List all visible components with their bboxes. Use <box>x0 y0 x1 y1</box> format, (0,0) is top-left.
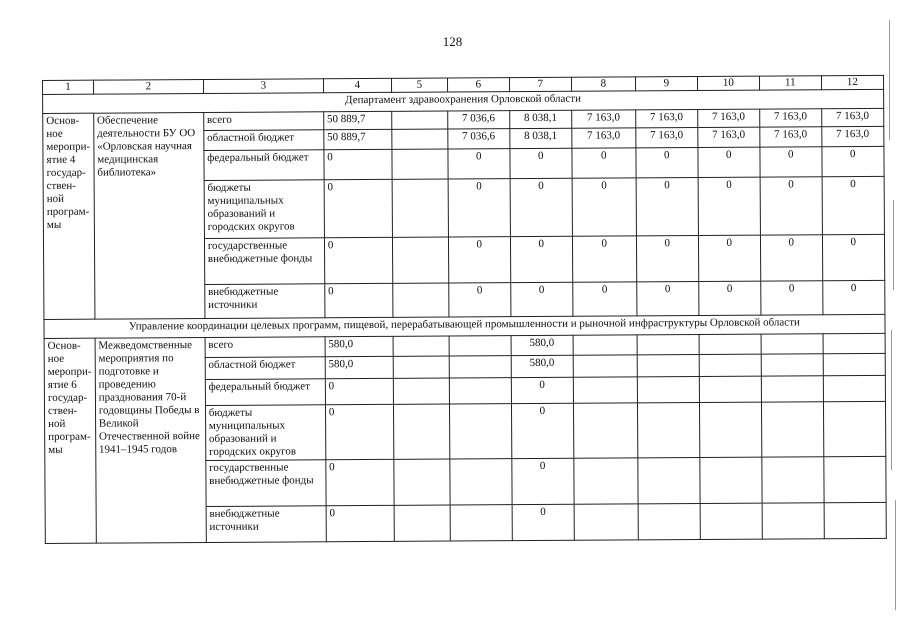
column-number: 9 <box>635 76 697 90</box>
value-cell: 0 <box>822 176 884 234</box>
department-title: Департамент здравоохранения Орловской области <box>43 89 884 113</box>
value-cell <box>700 457 762 503</box>
value-cell <box>392 237 448 283</box>
value-cell: 8 038,1 <box>509 110 571 128</box>
value-cell: 50 889,7 <box>323 111 391 129</box>
value-cell: 0 <box>448 149 510 179</box>
value-cell: 0 <box>760 147 822 177</box>
value-cell <box>823 401 885 456</box>
value-cell: 0 <box>449 283 511 317</box>
value-cell <box>450 505 512 541</box>
value-cell: 0 <box>511 282 573 316</box>
column-number: 12 <box>821 75 883 89</box>
value-cell: 0 <box>760 177 822 235</box>
column-number: 6 <box>447 78 509 92</box>
funding-source-cell: областной бюджет <box>205 357 325 380</box>
value-cell: 7 163,0 <box>760 127 822 147</box>
value-cell: 50 889,7 <box>324 129 392 149</box>
value-cell <box>450 459 512 505</box>
value-cell: 580,0 <box>325 336 393 356</box>
funding-source-cell: государственные внебюджетные фонды <box>204 238 324 285</box>
value-cell <box>761 376 823 402</box>
value-cell <box>574 458 638 504</box>
value-cell <box>761 334 823 354</box>
column-number: 3 <box>203 79 323 94</box>
value-cell: 0 <box>636 177 698 235</box>
value-cell <box>392 149 448 179</box>
value-cell <box>699 334 761 354</box>
funding-source-cell: внебюджетные источники <box>206 506 326 543</box>
value-cell <box>699 402 761 457</box>
value-cell: 0 <box>823 280 885 314</box>
value-cell <box>391 111 447 129</box>
value-cell: 7 163,0 <box>822 126 884 146</box>
value-cell <box>449 404 511 459</box>
value-cell <box>392 179 448 237</box>
value-cell <box>699 376 761 402</box>
value-cell <box>573 335 637 355</box>
value-cell <box>449 356 511 378</box>
value-cell <box>700 503 762 539</box>
value-cell <box>824 456 886 502</box>
value-cell <box>823 353 885 375</box>
value-cell: 7 163,0 <box>698 127 760 147</box>
value-cell: 0 <box>326 459 394 505</box>
column-number: 5 <box>391 78 447 92</box>
value-cell <box>761 354 823 376</box>
column-number: 4 <box>323 78 391 92</box>
value-cell <box>394 505 450 541</box>
value-cell: 7 163,0 <box>572 128 636 148</box>
value-cell: 0 <box>325 404 393 459</box>
column-number: 8 <box>571 77 635 91</box>
value-cell: 7 163,0 <box>571 110 635 128</box>
value-cell: 0 <box>511 403 573 458</box>
value-cell <box>823 333 885 353</box>
column-number: 1 <box>43 80 94 94</box>
value-cell <box>392 129 448 149</box>
value-cell: 0 <box>324 179 392 237</box>
value-cell <box>637 402 699 457</box>
value-cell: 7 163,0 <box>759 109 821 127</box>
column-number: 2 <box>93 80 203 95</box>
value-cell: 0 <box>324 149 392 179</box>
value-cell <box>573 355 637 377</box>
value-cell <box>638 503 700 539</box>
value-cell <box>762 503 824 539</box>
value-cell: 0 <box>326 505 394 541</box>
value-cell <box>573 377 637 403</box>
value-cell <box>393 356 449 378</box>
value-cell <box>393 404 449 459</box>
value-cell <box>637 354 699 376</box>
value-cell: 0 <box>448 179 510 237</box>
column-number: 10 <box>697 76 759 90</box>
funding-source-cell: государственные внебюджетные фонды <box>206 460 326 507</box>
value-cell: 0 <box>324 237 392 283</box>
value-cell: 7 036,6 <box>447 111 509 129</box>
value-cell <box>761 402 823 457</box>
funding-source-cell: всего <box>205 337 325 358</box>
value-cell: 7 036,6 <box>448 129 510 149</box>
funding-source-cell: внебюджетные источники <box>205 284 325 319</box>
budget-table-wrapper <box>42 75 887 544</box>
activity-name-cell: Межведомственные мероприятия по подготовке и проведению празднования 70-й годовщины Победы в Великой Отечественной войне 1941–1945 годов <box>95 338 206 544</box>
value-cell: 7 163,0 <box>635 109 697 127</box>
value-cell <box>449 336 511 356</box>
value-cell: 580,0 <box>511 335 573 355</box>
value-cell <box>573 403 637 458</box>
value-cell <box>574 504 638 540</box>
value-cell: 0 <box>699 281 761 315</box>
funding-source-cell: областной бюджет <box>204 130 324 151</box>
value-cell <box>393 336 449 356</box>
value-cell: 0 <box>636 147 698 177</box>
value-cell: 580,0 <box>511 355 573 377</box>
value-cell: 7 163,0 <box>821 108 883 126</box>
value-cell: 0 <box>510 178 572 236</box>
activity-cell: Основ-ное меропри-ятие 6 государ-ствен-ной програм-мы <box>44 338 96 543</box>
value-cell <box>823 375 885 401</box>
value-cell: 0 <box>573 282 637 316</box>
value-cell: 0 <box>512 458 574 504</box>
budget-table <box>42 75 887 544</box>
value-cell: 0 <box>698 147 760 177</box>
activity-cell: Основ-ное меропри-ятие 4 государ-ствен-ной програм-мы <box>43 113 95 319</box>
value-cell <box>638 457 700 503</box>
value-cell <box>637 376 699 402</box>
funding-source-cell: всего <box>203 112 323 131</box>
value-cell: 0 <box>636 235 698 281</box>
value-cell: 0 <box>448 237 510 283</box>
value-cell <box>762 457 824 503</box>
value-cell: 0 <box>698 177 760 235</box>
value-cell: 0 <box>510 148 572 178</box>
value-cell: 7 163,0 <box>697 109 759 127</box>
value-cell: 0 <box>512 504 574 540</box>
funding-source-cell: бюджеты муниципальных образований и городских округов <box>205 405 325 461</box>
page-number: 128 <box>442 34 463 49</box>
value-cell: 0 <box>637 281 699 315</box>
value-cell <box>699 354 761 376</box>
value-cell <box>824 502 886 538</box>
value-cell <box>394 459 450 505</box>
scan-edge-artifact <box>887 0 899 640</box>
value-cell: 580,0 <box>325 356 393 378</box>
value-cell: 0 <box>572 148 636 178</box>
value-cell <box>393 283 449 317</box>
column-number: 7 <box>509 77 571 91</box>
column-number: 11 <box>759 76 821 90</box>
value-cell: 0 <box>325 378 393 404</box>
value-cell: 0 <box>698 235 760 281</box>
department-title: Управление координации целевых программ, пищевой, перерабатывающей промышленности и рыночной инфраструктуры Орловской области <box>44 314 885 338</box>
value-cell: 0 <box>760 235 822 281</box>
value-cell: 0 <box>325 283 393 317</box>
value-cell: 0 <box>572 178 636 236</box>
value-cell <box>637 334 699 354</box>
value-cell: 7 163,0 <box>636 127 698 147</box>
funding-source-cell: федеральный бюджет <box>204 150 324 181</box>
value-cell: 0 <box>761 281 823 315</box>
value-cell: 0 <box>822 146 884 176</box>
activity-name-cell: Обеспечение деятельности БУ ОО «Орловская научная медицинская библиотека» <box>93 113 204 320</box>
funding-source-cell: бюджеты муниципальных образований и городских округов <box>204 180 324 239</box>
value-cell: 8 038,1 <box>510 128 572 148</box>
value-cell: 0 <box>510 236 572 282</box>
value-cell: 0 <box>511 377 573 403</box>
value-cell: 0 <box>572 236 636 282</box>
value-cell <box>449 378 511 404</box>
value-cell <box>393 378 449 404</box>
value-cell: 0 <box>822 234 884 280</box>
funding-source-cell: федеральный бюджет <box>205 379 325 406</box>
